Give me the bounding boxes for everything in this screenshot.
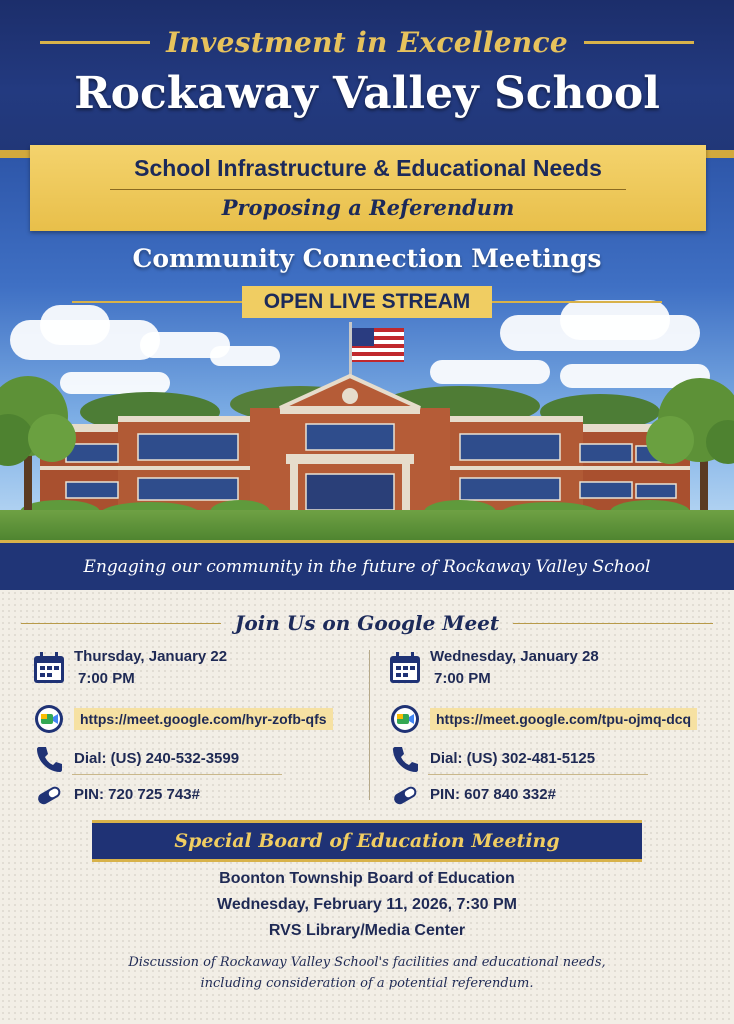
open-live-stream-label: OPEN LIVE STREAM <box>242 286 493 318</box>
tagline-rule-right <box>584 41 694 44</box>
session-pin-row <box>388 778 556 812</box>
session-dial-row <box>388 742 595 776</box>
board-description <box>60 952 674 994</box>
board-description-line-2: including consideration of a potential referendum. <box>200 976 534 991</box>
board-datetime: Wednesday, February 11, 2026, 7:30 PM <box>217 896 517 913</box>
banner-line-1: School Infrastructure & Educational Needs <box>134 155 602 181</box>
band-edge-right <box>706 150 734 158</box>
google-meet-icon <box>388 702 422 736</box>
pin-icon <box>388 778 422 812</box>
join-heading-row <box>0 608 734 638</box>
calendar-icon <box>32 651 66 685</box>
band-edge-left <box>0 150 30 158</box>
school-building-illustration <box>0 320 734 540</box>
board-description-line-1: Discussion of Rockaway Valley School's facilities and educational needs, <box>128 955 606 970</box>
meet-link[interactable]: https://meet.google.com/hyr-zofb-qfs <box>74 708 333 730</box>
banner-line-2: Proposing a Referendum <box>221 195 515 220</box>
pin-number: PIN: 607 840 332# <box>430 786 556 803</box>
session-time: 7:00 PM <box>434 670 491 687</box>
meetings-title: Community Connection Meetings <box>132 244 602 273</box>
stream-rule-left <box>72 301 242 303</box>
board-organization: Boonton Township Board of Education <box>219 870 515 887</box>
join-rule-right <box>513 623 713 624</box>
school-title: Rockaway Valley School <box>74 68 660 119</box>
subtitle-text: Engaging our community in the future of Rockaway Valley School <box>83 556 651 577</box>
banner-divider <box>110 189 626 190</box>
board-location: RVS Library/Media Center <box>268 922 466 939</box>
session-pin-row <box>32 778 200 812</box>
dial-number: Dial: (US) 302-481-5125 <box>430 750 596 767</box>
board-meeting-title: Special Board of Education Meeting <box>174 830 560 852</box>
stream-row <box>0 286 734 318</box>
row-rule <box>428 774 648 775</box>
dial-number: Dial: (US) 240-532-3599 <box>74 750 240 767</box>
american-flag-icon <box>349 322 404 384</box>
lawn <box>0 510 734 540</box>
pin-number: PIN: 720 725 743# <box>74 786 200 803</box>
session-date: Thursday, January 22 <box>74 648 228 665</box>
join-rule-left <box>21 623 221 624</box>
tagline-rule-left <box>40 41 150 44</box>
infrastructure-banner <box>30 145 706 231</box>
stream-rule-right <box>492 301 662 303</box>
column-divider <box>369 650 370 800</box>
tagline-row <box>0 22 734 62</box>
session-date: Wednesday, January 28 <box>430 648 599 665</box>
session-date-row <box>32 646 227 690</box>
header-section <box>0 0 734 150</box>
session-link-row[interactable] <box>388 702 697 736</box>
session-link-row[interactable] <box>32 702 333 736</box>
meet-link[interactable]: https://meet.google.com/tpu-ojmq-dcq <box>430 708 697 730</box>
pin-icon <box>32 778 66 812</box>
google-meet-icon <box>32 702 66 736</box>
session-dial-row <box>32 742 239 776</box>
phone-icon <box>32 742 66 776</box>
session-date-row <box>388 646 599 690</box>
board-meeting-banner <box>92 820 642 862</box>
phone-icon <box>388 742 422 776</box>
row-rule <box>72 774 282 775</box>
session-time: 7:00 PM <box>78 670 135 687</box>
tagline: Investment in Excellence <box>166 25 568 59</box>
calendar-icon <box>388 651 422 685</box>
subtitle-banner <box>0 540 734 590</box>
join-title: Join Us on Google Meet <box>234 611 500 635</box>
